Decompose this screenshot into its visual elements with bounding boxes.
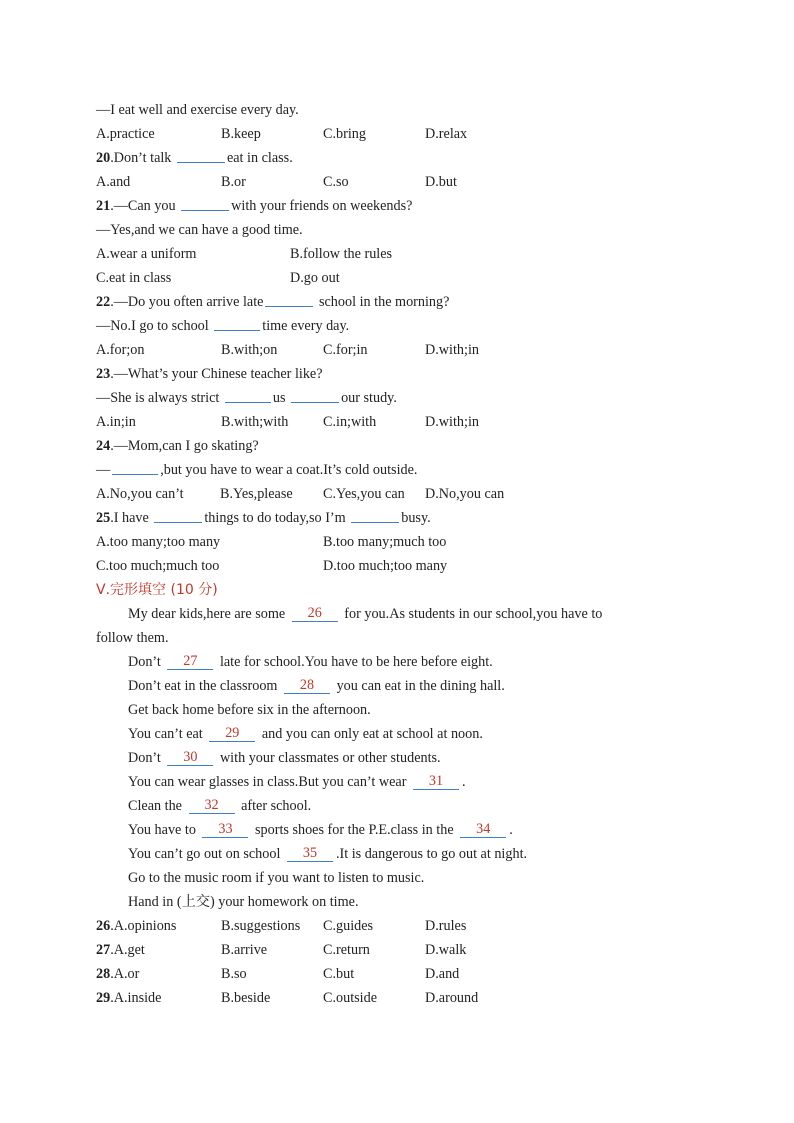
question-text: us bbox=[272, 390, 290, 406]
question-21 bbox=[96, 194, 696, 218]
question-text: school in the morning? bbox=[315, 294, 450, 310]
passage-line bbox=[96, 842, 696, 866]
option-d: D.walk bbox=[425, 942, 467, 958]
passage-text: You can’t go out on school bbox=[128, 846, 284, 862]
option-c: C.in;with bbox=[323, 414, 377, 430]
q21-options-row2 bbox=[96, 266, 696, 290]
option-c: C.outside bbox=[323, 990, 377, 1006]
passage-text: sports shoes for the P.E.class in the bbox=[251, 822, 458, 838]
passage-line bbox=[96, 746, 696, 770]
numbered-blank[interactable]: 33 bbox=[202, 821, 248, 838]
q25-options-row1 bbox=[96, 530, 696, 554]
option-text: .A.or bbox=[110, 966, 140, 982]
question-text: —No.I go to school bbox=[96, 318, 213, 334]
option-a bbox=[96, 938, 145, 962]
numbered-blank[interactable]: 29 bbox=[209, 725, 255, 742]
q19-options bbox=[96, 122, 696, 146]
passage-line bbox=[96, 722, 696, 746]
question-24 bbox=[96, 434, 696, 458]
option-d: D.with;in bbox=[425, 342, 479, 358]
passage-line bbox=[96, 770, 696, 794]
question-number: 27 bbox=[96, 942, 111, 958]
question-text: with your friends on weekends? bbox=[231, 198, 413, 214]
passage-text: .It is dangerous to go out at night. bbox=[335, 846, 528, 862]
answer-blank[interactable] bbox=[291, 387, 339, 403]
question-text: things to do today,so I’m bbox=[204, 510, 350, 526]
question-text: — bbox=[96, 462, 111, 478]
option-a bbox=[96, 914, 176, 938]
passage-text: Clean the bbox=[128, 798, 186, 814]
passage-text: and you can only eat at school at noon. bbox=[258, 726, 483, 742]
passage-line bbox=[96, 794, 696, 818]
option-text: .A.opinions bbox=[110, 918, 177, 934]
option-b: B.too many;much too bbox=[323, 534, 447, 550]
option-c: C.so bbox=[323, 174, 349, 190]
option-c: C.eat in class bbox=[96, 270, 172, 286]
passage-text: late for school.You have to be here before eight. bbox=[216, 654, 493, 670]
option-a: A.too many;too many bbox=[96, 534, 221, 550]
option-c: C.guides bbox=[323, 918, 374, 934]
option-d: D.around bbox=[425, 990, 479, 1006]
passage-line: follow them. bbox=[96, 630, 169, 646]
question-text: our study. bbox=[341, 390, 397, 406]
section-heading: Ⅴ.完形填空 (10 分) bbox=[96, 582, 218, 598]
question-number: 26 bbox=[96, 918, 111, 934]
answer-27-options bbox=[96, 938, 696, 962]
numbered-blank[interactable]: 26 bbox=[292, 605, 338, 622]
passage-text: Don’t bbox=[128, 750, 165, 766]
q23-options bbox=[96, 410, 696, 434]
q25-options-row2 bbox=[96, 554, 696, 578]
question-23 bbox=[96, 362, 696, 386]
option-b: B.or bbox=[221, 174, 246, 190]
question-22 bbox=[96, 290, 696, 314]
q22-options bbox=[96, 338, 696, 362]
q20-options bbox=[96, 170, 696, 194]
option-d: D.but bbox=[425, 174, 457, 190]
option-d: D.relax bbox=[425, 126, 468, 142]
answer-blank[interactable] bbox=[214, 315, 260, 331]
q19-answer-line: —I eat well and exercise every day. bbox=[96, 102, 299, 118]
question-number: 22 bbox=[96, 294, 111, 310]
passage-line bbox=[96, 650, 696, 674]
passage-text: Don’t bbox=[128, 654, 165, 670]
option-text: .A.inside bbox=[110, 990, 162, 1006]
passage-line bbox=[96, 602, 696, 626]
option-c: C.too much;much too bbox=[96, 558, 220, 574]
option-a: A.in;in bbox=[96, 414, 136, 430]
question-text: .—Can you bbox=[110, 198, 180, 214]
option-a: A.practice bbox=[96, 126, 155, 142]
answer-blank[interactable] bbox=[177, 147, 225, 163]
q24-options bbox=[96, 482, 696, 506]
option-b: B.keep bbox=[221, 126, 261, 142]
option-b: B.with;with bbox=[221, 414, 289, 430]
passage-line: Get back home before six in the afternoon. bbox=[128, 702, 371, 718]
passage-text: with your classmates or other students. bbox=[216, 750, 441, 766]
option-c: C.return bbox=[323, 942, 370, 958]
question-text: .—Mom,can I go skating? bbox=[110, 438, 259, 454]
numbered-blank[interactable]: 32 bbox=[189, 797, 235, 814]
passage-line bbox=[96, 674, 696, 698]
numbered-blank[interactable]: 28 bbox=[284, 677, 330, 694]
passage-line bbox=[96, 818, 696, 842]
question-text: .I have bbox=[110, 510, 153, 526]
passage-line: Hand in (上交) your homework on time. bbox=[128, 894, 359, 910]
option-a: A.for;on bbox=[96, 342, 145, 358]
q21-reply: —Yes,and we can have a good time. bbox=[96, 222, 303, 238]
passage-text: You have to bbox=[128, 822, 200, 838]
option-b: B.Yes,please bbox=[220, 486, 293, 502]
answer-29-options bbox=[96, 986, 696, 1010]
option-d: D.rules bbox=[425, 918, 467, 934]
question-text: ,but you have to wear a coat.It’s cold outside. bbox=[160, 462, 418, 478]
passage-text: Don’t eat in the classroom bbox=[128, 678, 282, 694]
question-number: 23 bbox=[96, 366, 111, 382]
numbered-blank[interactable]: 30 bbox=[167, 749, 213, 766]
option-a: A.and bbox=[96, 174, 131, 190]
question-number: 21 bbox=[96, 198, 111, 214]
option-a: A.No,you can’t bbox=[96, 486, 184, 502]
passage-text: for you.As students in our school,you have to bbox=[340, 606, 603, 622]
option-c: C.but bbox=[323, 966, 355, 982]
answer-blank[interactable] bbox=[351, 507, 399, 523]
option-b: B.with;on bbox=[221, 342, 278, 358]
question-number: 25 bbox=[96, 510, 111, 526]
question-text: eat in class. bbox=[226, 150, 293, 166]
option-c: C.bring bbox=[323, 126, 366, 142]
numbered-blank[interactable]: 27 bbox=[167, 653, 213, 670]
option-d: D.go out bbox=[290, 270, 340, 286]
answer-blank[interactable] bbox=[225, 387, 271, 403]
answer-blank[interactable] bbox=[181, 195, 229, 211]
option-a bbox=[96, 986, 161, 1010]
answer-blank[interactable] bbox=[154, 507, 202, 523]
option-b: B.so bbox=[221, 966, 247, 982]
answer-28-options bbox=[96, 962, 696, 986]
option-b: B.arrive bbox=[221, 942, 268, 958]
option-text: .A.get bbox=[110, 942, 145, 958]
question-text: .—What’s your Chinese teacher like? bbox=[110, 366, 323, 382]
question-text: —She is always strict bbox=[96, 390, 223, 406]
question-text: .—Do you often arrive late bbox=[110, 294, 264, 310]
q21-options-row1 bbox=[96, 242, 696, 266]
question-number: 29 bbox=[96, 990, 111, 1006]
option-b: B.follow the rules bbox=[290, 246, 393, 262]
question-text: time every day. bbox=[262, 318, 350, 334]
numbered-blank[interactable]: 35 bbox=[287, 845, 333, 862]
option-d: D.too much;too many bbox=[323, 558, 448, 574]
option-d: D.with;in bbox=[425, 414, 479, 430]
answer-26-options bbox=[96, 914, 696, 938]
passage-text: after school. bbox=[237, 798, 312, 814]
q24-reply bbox=[96, 458, 696, 482]
q22-reply bbox=[96, 314, 696, 338]
question-number: 20 bbox=[96, 150, 111, 166]
numbered-blank[interactable]: 34 bbox=[460, 821, 506, 838]
question-text: busy. bbox=[401, 510, 431, 526]
option-d: D.No,you can bbox=[425, 486, 505, 502]
passage-line: Go to the music room if you want to listen to music. bbox=[128, 870, 425, 886]
option-b: B.beside bbox=[221, 990, 271, 1006]
passage-text: . bbox=[509, 822, 513, 838]
answer-blank[interactable] bbox=[112, 459, 158, 475]
question-number: 24 bbox=[96, 438, 111, 454]
option-a bbox=[96, 962, 139, 986]
option-c: C.Yes,you can bbox=[323, 486, 405, 502]
option-b: B.suggestions bbox=[221, 918, 301, 934]
passage-text: You can wear glasses in class.But you can’t wear bbox=[128, 774, 410, 790]
numbered-blank[interactable]: 31 bbox=[413, 773, 459, 790]
option-a: A.wear a uniform bbox=[96, 246, 197, 262]
worksheet-page bbox=[96, 98, 696, 1010]
passage-text: . bbox=[461, 774, 466, 790]
question-number: 28 bbox=[96, 966, 111, 982]
question-25 bbox=[96, 506, 696, 530]
q23-reply bbox=[96, 386, 696, 410]
passage-text: you can eat in the dining hall. bbox=[333, 678, 505, 694]
question-text: .Don’t talk bbox=[110, 150, 175, 166]
question-20 bbox=[96, 146, 696, 170]
passage-text: My dear kids,here are some bbox=[128, 606, 289, 622]
answer-blank[interactable] bbox=[265, 291, 313, 307]
passage-text: You can’t eat bbox=[128, 726, 207, 742]
option-c: C.for;in bbox=[323, 342, 368, 358]
option-d: D.and bbox=[425, 966, 460, 982]
